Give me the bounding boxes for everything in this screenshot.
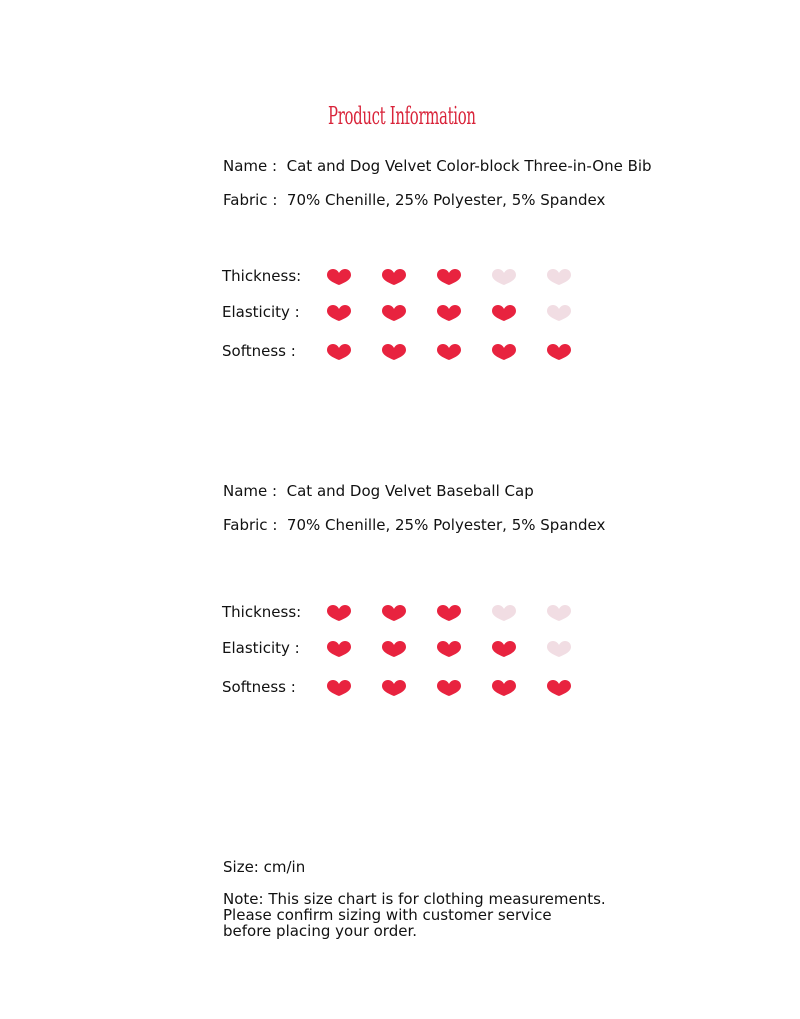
rating-row — [222, 676, 622, 700]
heart-filled-icon — [435, 304, 463, 322]
heart-filled-icon — [490, 304, 518, 322]
rating-row — [222, 265, 622, 289]
heart-filled-icon — [435, 343, 463, 361]
size-info: Size: cm/in — [223, 858, 306, 876]
heart-filled-icon — [325, 640, 353, 658]
rating-label: Thickness: — [222, 603, 302, 621]
heart-filled-icon — [380, 268, 408, 286]
heart-empty-icon — [545, 604, 573, 622]
name-value: Cat and Dog Velvet Color-block Three-in-One Bib — [286, 157, 652, 175]
heart-empty-icon — [490, 268, 518, 286]
rating-row — [222, 637, 622, 661]
rating-label: Elasticity : — [222, 639, 300, 657]
product-1-fabric — [223, 191, 605, 209]
rating-label: Softness : — [222, 678, 296, 696]
heart-filled-icon — [380, 640, 408, 658]
fabric-value: 70% Chenille, 25% Polyester, 5% Spandex — [286, 191, 606, 209]
heart-empty-icon — [490, 604, 518, 622]
note-line: before placing your order. — [223, 922, 418, 940]
heart-empty-icon — [545, 640, 573, 658]
fabric-value: 70% Chenille, 25% Polyester, 5% Spandex — [286, 516, 606, 534]
rating-row — [222, 340, 622, 364]
heart-filled-icon — [380, 304, 408, 322]
heart-filled-icon — [435, 679, 463, 697]
rating-row — [222, 601, 622, 625]
heart-filled-icon — [325, 679, 353, 697]
name-label: Name : — [223, 157, 278, 175]
rating-row — [222, 301, 622, 325]
note-line: Note: This size chart is for clothing measurements. — [223, 890, 606, 908]
product-1-name — [223, 157, 652, 175]
note-line: Please confirm sizing with customer service — [223, 906, 552, 924]
rating-label: Softness : — [222, 342, 296, 360]
heart-filled-icon — [380, 604, 408, 622]
page-title: Product Information — [328, 102, 476, 130]
heart-filled-icon — [325, 604, 353, 622]
heart-filled-icon — [545, 679, 573, 697]
heart-filled-icon — [380, 679, 408, 697]
heart-empty-icon — [545, 304, 573, 322]
heart-filled-icon — [325, 268, 353, 286]
rating-label: Elasticity : — [222, 303, 300, 321]
product-2-name — [223, 482, 534, 500]
heart-filled-icon — [435, 640, 463, 658]
heart-filled-icon — [490, 679, 518, 697]
heart-filled-icon — [325, 343, 353, 361]
fabric-label: Fabric : — [223, 516, 278, 534]
heart-filled-icon — [435, 604, 463, 622]
heart-empty-icon — [545, 268, 573, 286]
heart-filled-icon — [490, 343, 518, 361]
product-2-fabric — [223, 516, 605, 534]
heart-filled-icon — [435, 268, 463, 286]
heart-filled-icon — [545, 343, 573, 361]
heart-filled-icon — [380, 343, 408, 361]
name-label: Name : — [223, 482, 278, 500]
fabric-label: Fabric : — [223, 191, 278, 209]
heart-filled-icon — [490, 640, 518, 658]
rating-label: Thickness: — [222, 267, 302, 285]
heart-filled-icon — [325, 304, 353, 322]
name-value: Cat and Dog Velvet Baseball Cap — [286, 482, 534, 500]
